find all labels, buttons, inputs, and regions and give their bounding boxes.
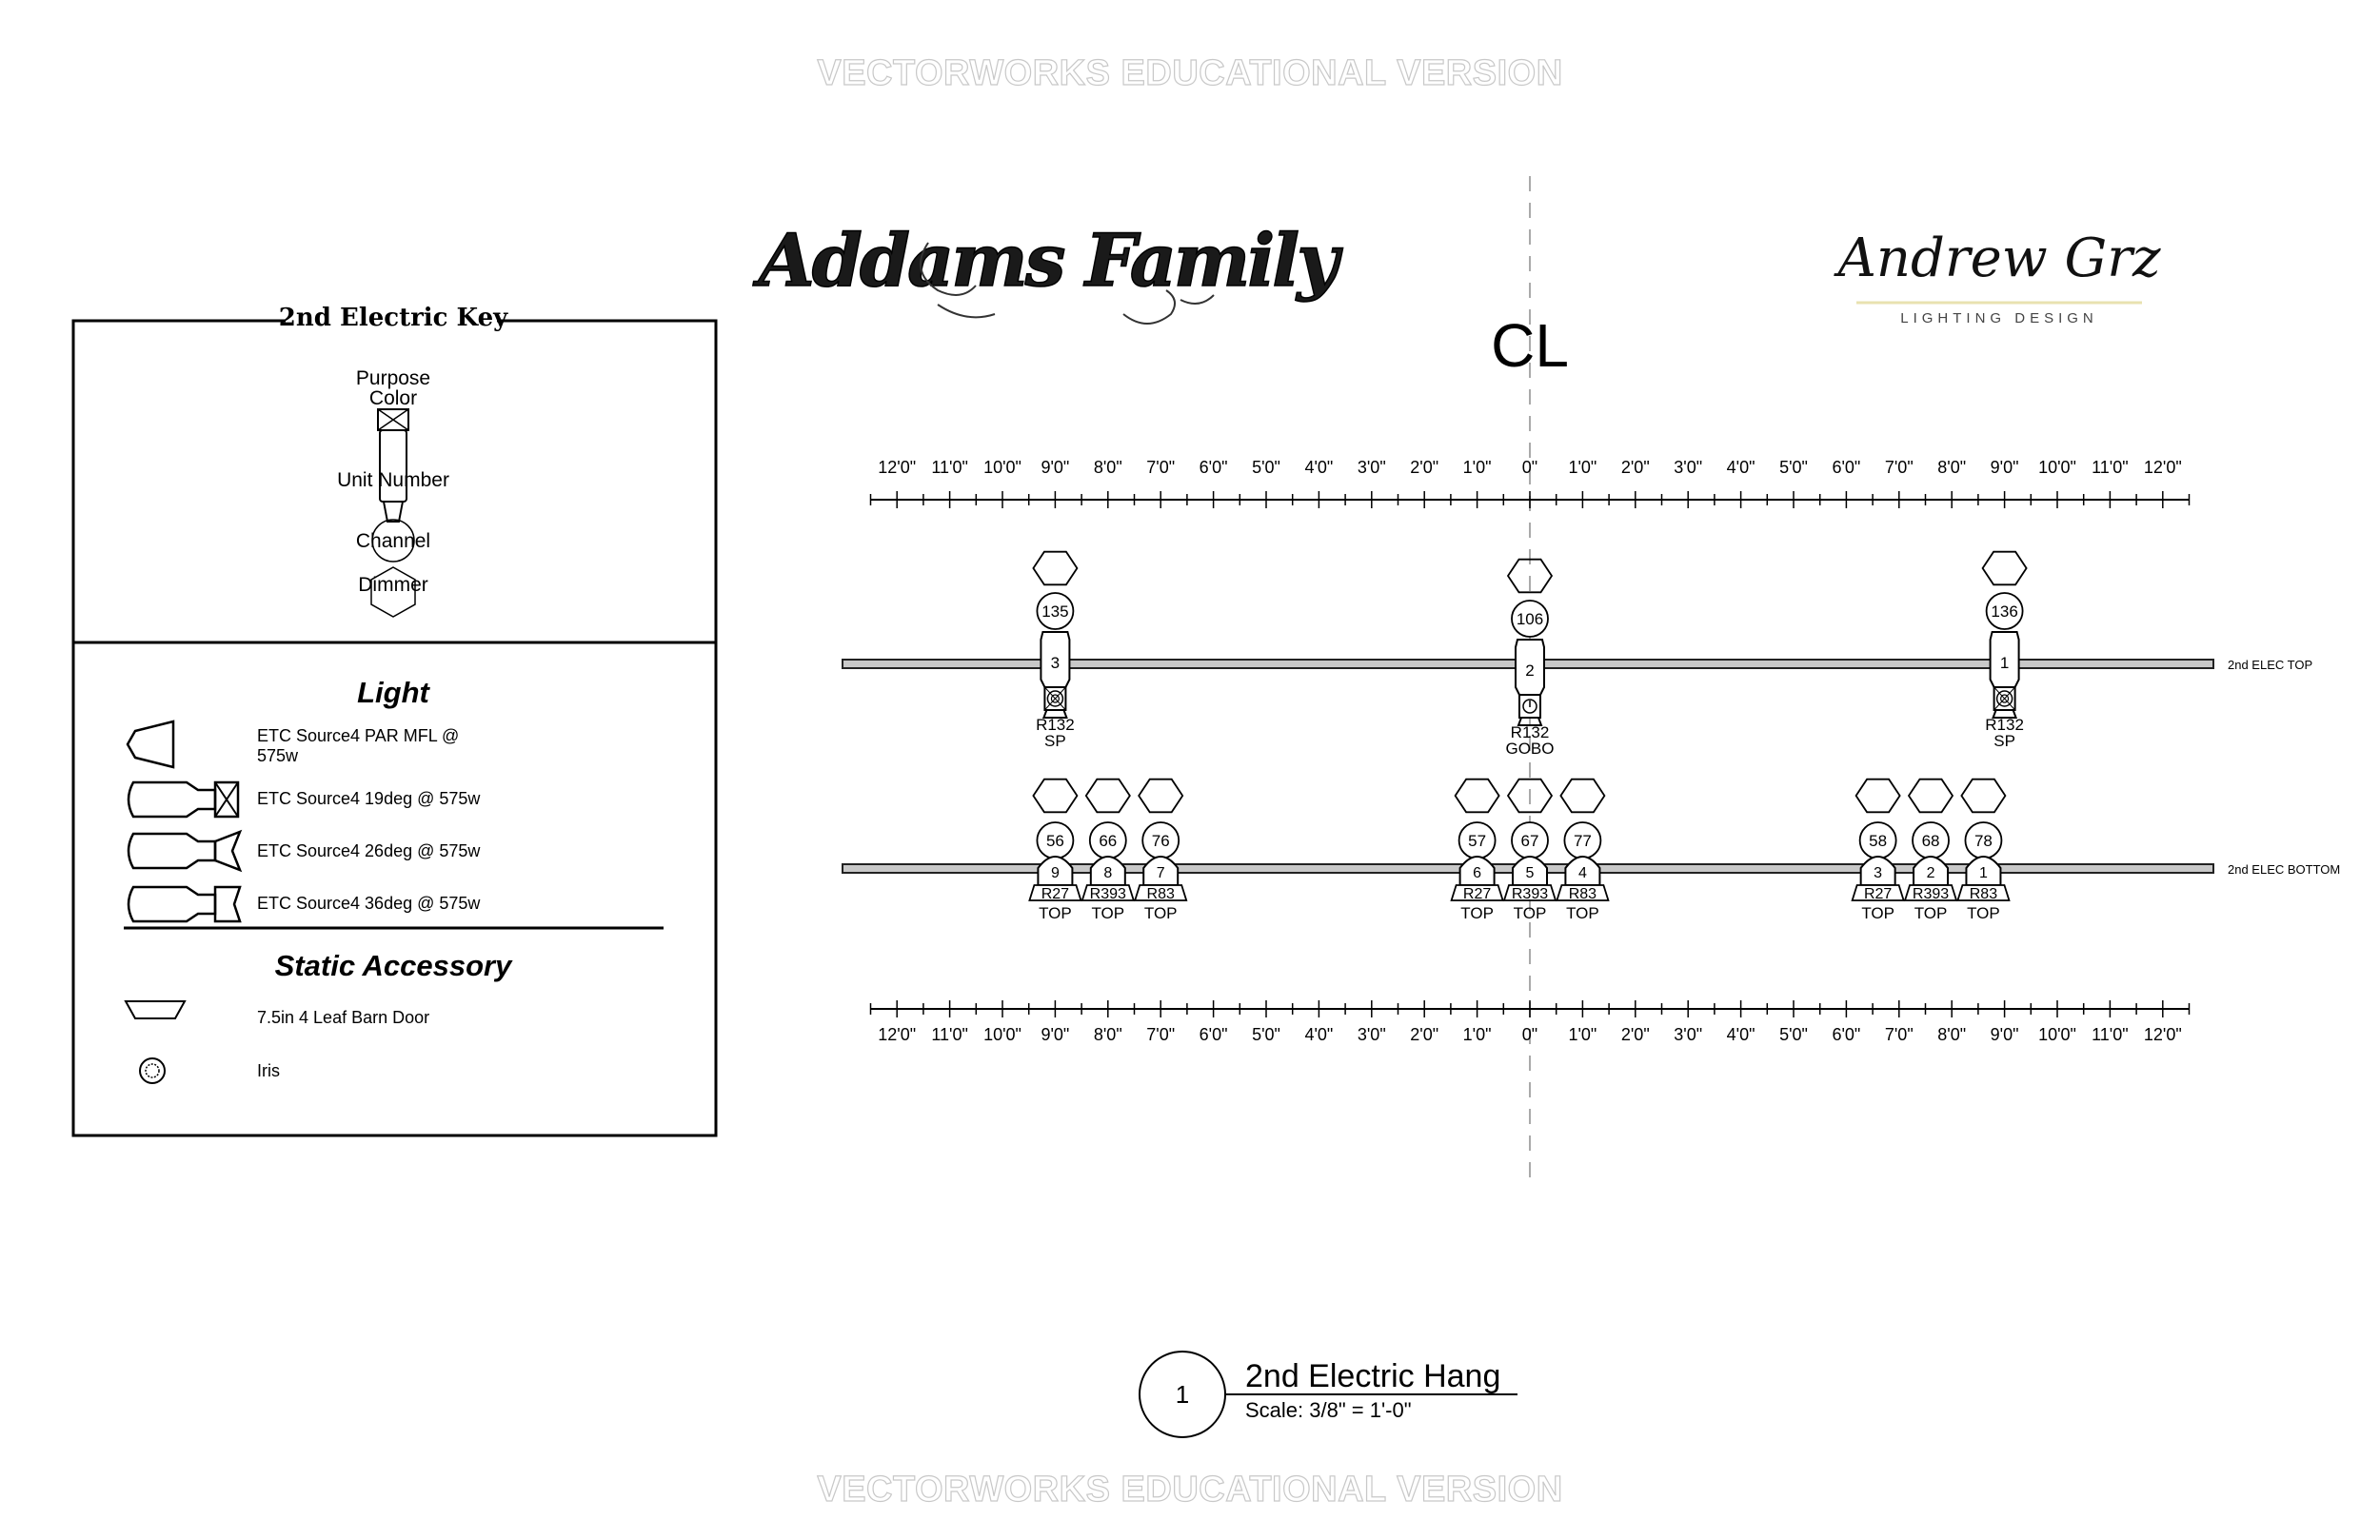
ruler-label: 8'0" [1093,1025,1122,1044]
ruler-label: 4'0" [1304,1025,1334,1044]
legend-channel: Channel [355,530,431,552]
watermark-top: VECTORWORKS EDUCATIONAL VERSION [817,53,1563,93]
light-label-36: ETC Source4 36deg @ 575w [257,894,481,913]
ellipsoidal-26deg-icon [129,832,240,870]
channel-number: 135 [1041,602,1069,621]
fixture-bottom-1[interactable] [1957,780,2009,922]
ruler-label: 12'0" [878,1025,917,1044]
color-label: R132 [1036,716,1075,734]
color-label: R27 [1462,886,1492,902]
dimmer-hexagon [1856,780,1900,813]
ruler-label: 9'0" [1041,458,1070,477]
ruler-label: 11'0" [2092,458,2129,477]
fixtures-bottom [1029,780,2009,922]
light-heading: Light [357,676,429,709]
purpose-label: TOP [1914,904,1948,922]
channel-number: 68 [1921,832,1940,850]
iris-icon [140,1058,165,1083]
ruler-label: 0" [1521,1025,1538,1044]
fixture-bottom-3[interactable] [1853,780,1904,922]
ruler-label: 9'0" [1990,458,2019,477]
legend-color: Color [368,387,418,409]
ruler-label: 11'0" [2092,1025,2129,1044]
legend-shutter-x [378,409,408,430]
accessory-label-barn-door: 7.5in 4 Leaf Barn Door [257,1008,430,1027]
light-label-par-2: 575w [257,746,299,765]
legend-base [384,502,403,522]
color-label: R132 [1985,716,2024,734]
channel-number: 77 [1573,832,1592,850]
fixture-top-3[interactable] [1033,552,1077,750]
ruler-label: 12'0" [2143,1025,2182,1044]
ruler-label: 7'0" [1884,458,1914,477]
ruler-bottom [871,1000,2190,1044]
ruler-label: 1'0" [1568,1025,1597,1044]
dimmer-hexagon [1961,780,2005,813]
designer-signature: Andrew Grz [1837,227,2161,289]
ruler-label: 1'0" [1462,1025,1492,1044]
fixture-bottom-2[interactable] [1905,780,1956,922]
legend-purpose: Purpose [355,367,431,389]
legend-dimmer: Dimmer [358,574,428,596]
unit-number: 4 [1577,865,1587,881]
color-label: R393 [1089,886,1126,902]
electric-key [73,303,716,1135]
channel-number: 136 [1991,602,2018,621]
unit-number: 3 [1874,865,1883,881]
fixture-bottom-6[interactable] [1452,780,1503,922]
light-label-26: ETC Source4 26deg @ 575w [257,841,481,860]
purpose-label: TOP [1967,904,2000,922]
unit-number: 2 [1525,661,1535,680]
key-title: 2nd Electric Key [278,304,508,332]
dimmer-hexagon [1033,780,1077,813]
dimmer-hexagon [1139,780,1182,813]
purpose-label: TOP [1861,904,1894,922]
pipe-bottom-label: 2nd ELEC BOTTOM [2228,862,2341,877]
accessory-label-iris: Iris [257,1061,280,1080]
color-label: R83 [1568,886,1597,902]
channel-number: 78 [1973,832,1993,850]
show-logo-text: Addams Family [758,218,1337,303]
unit-number: 5 [1525,865,1535,881]
purpose-label: TOP [1566,904,1599,922]
ruler-label: 11'0" [931,1025,968,1044]
purpose-label: TOP [1513,904,1547,922]
channel-number: 57 [1468,832,1487,850]
ruler-label: 0" [1521,458,1538,477]
ruler-label: 9'0" [1041,1025,1070,1044]
channel-number: 76 [1151,832,1170,850]
unit-number: 9 [1050,865,1060,881]
ruler-label: 4'0" [1726,458,1755,477]
ruler-label: 10'0" [983,1025,1021,1044]
ruler-label: 12'0" [878,458,917,477]
ruler-label: 5'0" [1252,458,1280,477]
fixture-bottom-8[interactable] [1082,780,1134,922]
ruler-label: 10'0" [983,458,1021,477]
ruler-label: 9'0" [1990,1025,2019,1044]
ruler-label: 4'0" [1726,1025,1755,1044]
title-block [1140,1352,1517,1437]
purpose-label: SP [1993,732,2015,750]
ruler-label: 6'0" [1199,1025,1228,1044]
unit-number: 1 [1978,865,1988,881]
dimmer-hexagon [1909,780,1953,813]
color-label: R27 [1041,886,1070,902]
purpose-label: TOP [1039,904,1072,922]
ruler-label: 10'0" [2038,1025,2076,1044]
ruler-label: 11'0" [931,458,968,477]
fixture-top-1[interactable] [1983,552,2027,750]
channel-number: 67 [1520,832,1539,850]
dimmer-hexagon [1086,780,1130,813]
unit-number: 7 [1156,865,1165,881]
par-fixture-icon [128,721,173,767]
ruler-label: 2'0" [1620,458,1650,477]
color-label: R132 [1510,723,1550,741]
ellipsoidal-36deg-icon [129,887,240,921]
designer-logo [1833,227,2161,326]
purpose-label: SP [1044,732,1066,750]
dimmer-hexagon [1033,552,1077,585]
watermark-bottom: VECTORWORKS EDUCATIONAL VERSION [817,1470,1563,1510]
ruler-label: 1'0" [1568,458,1597,477]
centerline-label: CL [1491,311,1569,380]
ruler-label: 6'0" [1199,458,1228,477]
dimmer-hexagon [1456,780,1499,813]
unit-number: 8 [1103,865,1113,881]
fixture-bottom-9[interactable] [1029,780,1081,922]
drawing-title: 2nd Electric Hang [1245,1358,1501,1394]
channel-number: 106 [1516,610,1544,628]
channel-number: 56 [1045,832,1064,850]
light-label-par: ETC Source4 PAR MFL @ [257,726,460,745]
light-label-19: ETC Source4 19deg @ 575w [257,789,481,808]
purpose-label: TOP [1460,904,1494,922]
color-label: R393 [1511,886,1549,902]
unit-number: 2 [1926,865,1935,881]
unit-number: 6 [1473,865,1482,881]
purpose-label: TOP [1091,904,1125,922]
ruler-label: 4'0" [1304,458,1334,477]
purpose-label: TOP [1143,904,1178,922]
ruler-label: 6'0" [1832,458,1861,477]
pipe-top-label: 2nd ELEC TOP [2228,658,2313,672]
fixture-bottom-4[interactable] [1557,780,1608,922]
channel-number: 58 [1869,832,1888,850]
show-logo [753,218,1343,324]
ruler-label: 3'0" [1357,1025,1386,1044]
ruler-label: 3'0" [1674,1025,1703,1044]
ellipsoidal-19deg-icon [129,782,238,817]
color-label: R83 [1146,886,1175,902]
ruler-label: 2'0" [1410,458,1439,477]
ruler-label: 12'0" [2143,458,2182,477]
unit-number: 3 [1050,654,1061,672]
key-legend-sample [337,367,449,617]
ruler-label: 10'0" [2038,458,2076,477]
drawing-number: 1 [1175,1380,1190,1409]
channel-number: 66 [1099,832,1118,850]
color-label: R27 [1863,886,1893,902]
legend-unit-number: Unit Number [337,469,449,491]
dimmer-hexagon [1560,780,1604,813]
ruler-label: 3'0" [1674,458,1703,477]
ruler-label: 7'0" [1884,1025,1914,1044]
unit-number: 1 [1999,654,2010,672]
ruler-label: 8'0" [1093,458,1122,477]
color-label: R393 [1912,886,1950,902]
accessory-heading: Static Accessory [274,949,512,982]
ruler-label: 5'0" [1252,1025,1280,1044]
ruler-label: 7'0" [1146,458,1176,477]
ruler-label: 3'0" [1357,458,1386,477]
color-label: R83 [1969,886,1998,902]
ruler-label: 5'0" [1779,1025,1808,1044]
drawing-scale: Scale: 3/8" = 1'-0" [1245,1398,1412,1422]
ruler-label: 8'0" [1937,1025,1967,1044]
ruler-label: 8'0" [1937,458,1967,477]
ruler-label: 5'0" [1779,458,1808,477]
fixture-bottom-7[interactable] [1135,780,1186,922]
designer-tagline: LIGHTING DESIGN [1900,310,2098,326]
ruler-label: 6'0" [1832,1025,1861,1044]
ruler-label: 2'0" [1620,1025,1650,1044]
ruler-label: 1'0" [1462,458,1492,477]
barn-door-icon [126,1001,185,1018]
dimmer-hexagon [1983,552,2027,585]
ruler-label: 2'0" [1410,1025,1439,1044]
ruler-label: 7'0" [1146,1025,1176,1044]
purpose-label: GOBO [1505,740,1555,758]
